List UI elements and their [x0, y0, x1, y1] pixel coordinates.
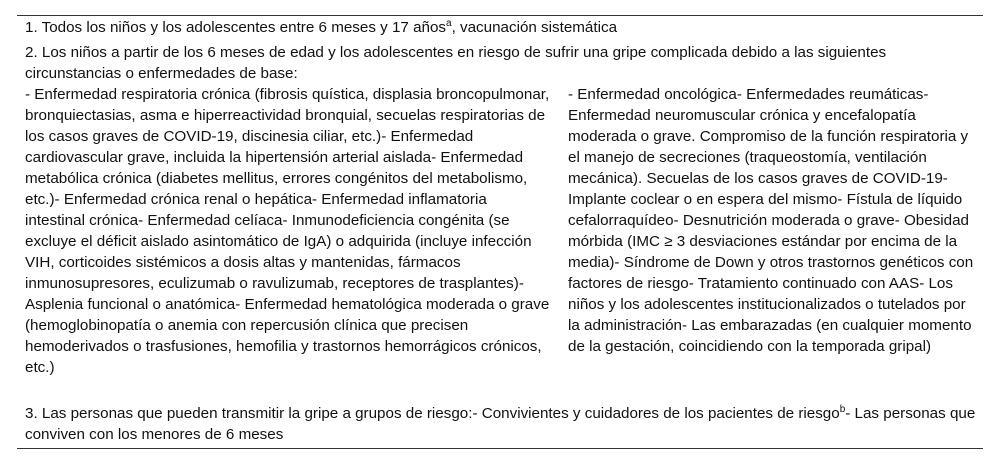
table-row-universal-vaccination [25, 17, 980, 38]
table-row-risk-groups-heading: 2. Los niños a partir de los 6 meses de edad y los adolescentes en riesgo de sufrir una gripe complicada debido a las siguientes circunstancias o enfermedades de base: [25, 44, 887, 82]
footnote-marker-b: b [839, 403, 846, 415]
row-text-continuation: , vacunación sistemática [451, 19, 618, 36]
row-text: 1. Todos los niños y los adolescentes entre 6 meses y 17 años [25, 19, 446, 36]
footnote-marker-a: a [446, 17, 452, 29]
table-row-risk-conditions [25, 84, 980, 399]
row-text-continuation: - Las personas que conviven con los menores de 6 meses [25, 405, 976, 443]
conditions-column-right: - Enfermedad oncológica- Enfermedades reumáticas- Enfermedad neuromuscular crónica y encefalopatía moderada o grave. Compromiso de la función respiratoria y el manejo de secreciones (traqueostomía, ventilación mecánica). Secuelas de los casos graves de COVID-19- Implante coclear o en espera del mismo- Fístula de líquido cefalorraquídeo- Desnutrición moderada o grave- Obesidad mórbida (IMC ≥ 3 desviaciones estándar por encima de la media)- Síndrome de Down y otros trastornos genéticos con factores de riesgo- Tratamiento continuado con AAS- Los niños y los adolescentes institucionalizados o tutelados por la administración- Las embarazadas (en cualquier momento de la gestación, coincidiendo con la temporada gripal) [568, 86, 974, 355]
table-top-rule [17, 15, 983, 16]
table-row-transmitters [25, 403, 980, 445]
conditions-column-left: - Enfermedad respiratoria crónica (fibrosis quística, displasia broncopulmonar, bronquiectasias, asma e hiperreactividad bronquial, secuelas respiratorias de los casos graves de COVID-19, discinesia ciliar, etc.)- Enfermedad cardiovascular grave, incluida la hipertensión arterial aislada- Enfermedad metabólica crónica (diabetes mellitus, errores congénitos del metabolismo, etc.)- Enfermedad crónica renal o hepática- Enfermedad inflamatoria intestinal crónica- Enfermedad celíaca- Inmunodeficiencia congénita (se excluye el déficit aislado asintomático de IgA) o adquirida (incluye infección VIH, corticoides sistémicos a dosis altas y mantenidas, fármacos inmunosupresores, eculizumab o ravulizumab, receptores de trasplantes)- Asplenia funcional o anatómica- Enfermedad hematológica moderada o grave (hemoglobinopatía o anemia con repercusión clínica que precisen hemoderivados o trasfusiones, hemofilia y trastornos hemorrágicos crónicos, etc.) [25, 86, 550, 376]
row-text: 3. Las personas que pueden transmitir la gripe a grupos de riesgo:- Convivientes y cuidadores de los pacientes de riesgo [25, 405, 840, 422]
table-bottom-rule [17, 448, 983, 449]
